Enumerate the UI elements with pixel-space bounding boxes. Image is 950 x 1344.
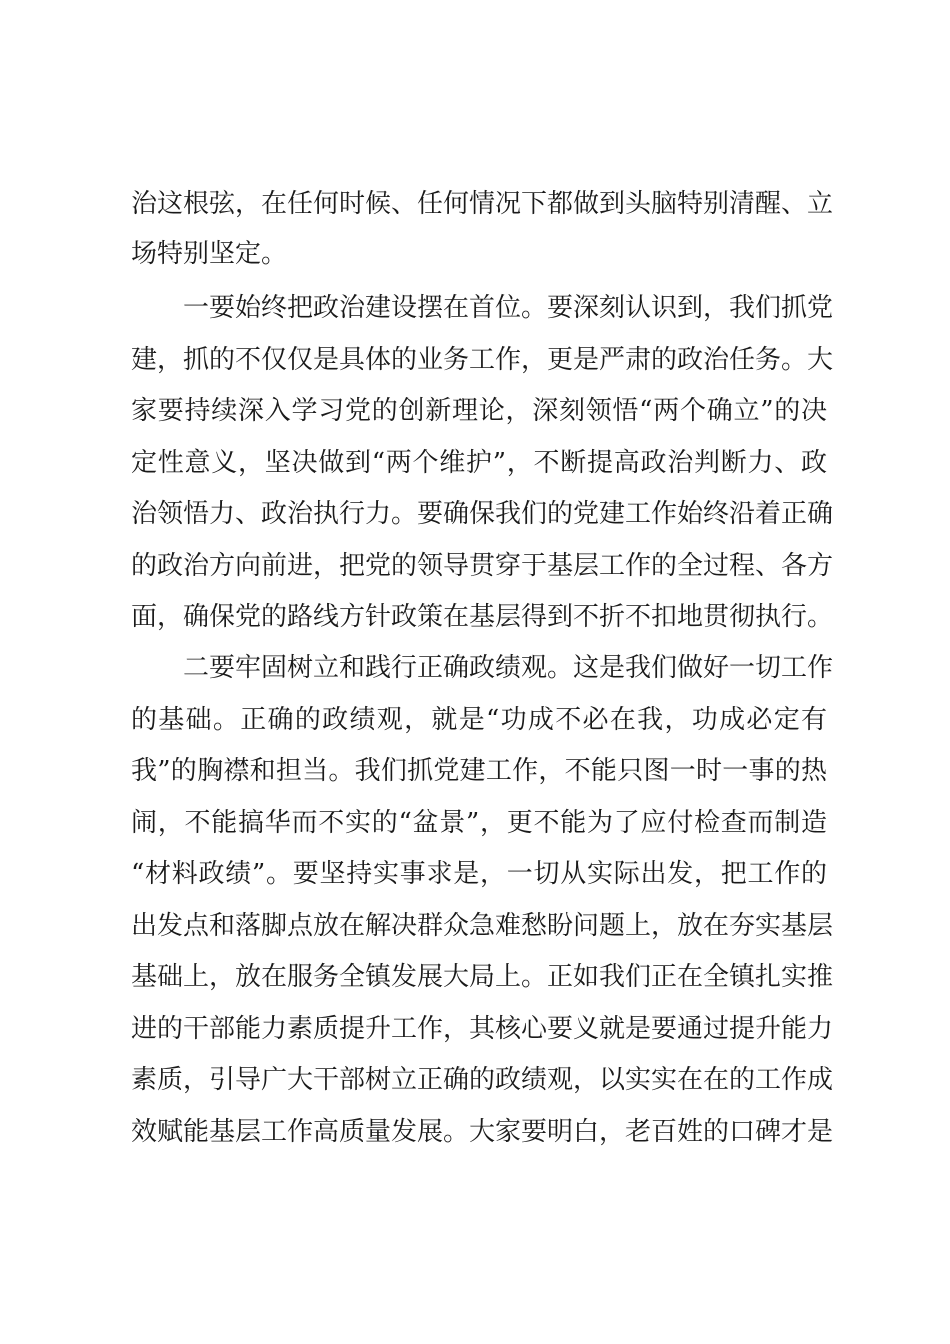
paragraph-first-line: 二要牢固树立和践行正确政绩观。这是我们做好一切工作 — [183, 653, 834, 683]
text-line: 治这根弦，在任何时候、任何情况下都做到头脑特别清醒、立 — [131, 189, 834, 219]
text-line: 我”的胸襟和担当。我们抓党建工作，不能只图一时一事的热 — [131, 756, 827, 786]
paragraph-first-line: 一要始终把政治建设摆在首位。要深刻认识到，我们抓党 — [183, 293, 834, 323]
text-line: 进的干部能力素质提升工作，其核心要义就是要通过提升能力 — [131, 1014, 834, 1044]
text-line: 面，确保党的路线方针政策在基层得到不折不扣地贯彻执行。 — [131, 602, 834, 632]
text-line: 的政治方向前进，把党的领导贯穿于基层工作的全过程、各方 — [131, 551, 834, 581]
text-line: 建，抓的不仅仅是具体的业务工作，更是严肃的政治任务。大 — [131, 345, 834, 375]
text-line: 素质，引导广大干部树立正确的政绩观，以实实在在的工作成 — [131, 1065, 834, 1095]
text-line: 的基础。正确的政绩观，就是“功成不必在我，功成必定有 — [131, 705, 827, 735]
text-line: 闹，不能搞华而不实的“盆景”，更不能为了应付检查而制造 — [131, 808, 827, 838]
text-line: 定性意义，坚决做到“两个维护”，不断提高政治判断力、政 — [131, 448, 827, 478]
text-line: 效赋能基层工作高质量发展。大家要明白，老百姓的口碑才是 — [131, 1117, 834, 1147]
text-line: 出发点和落脚点放在解决群众急难愁盼问题上，放在夯实基层 — [131, 911, 834, 941]
text-line: 治领悟力、政治执行力。要确保我们的党建工作始终沿着正确 — [131, 499, 834, 529]
text-line: 家要持续深入学习党的创新理论，深刻领悟“两个确立”的决 — [131, 396, 827, 426]
text-line: “材料政绩”。要坚持实事求是，一切从实际出发，把工作的 — [131, 859, 827, 889]
text-line: 基础上，放在服务全镇发展大局上。正如我们正在全镇扎实推 — [131, 962, 834, 992]
text-line: 场特别坚定。 — [131, 239, 288, 269]
